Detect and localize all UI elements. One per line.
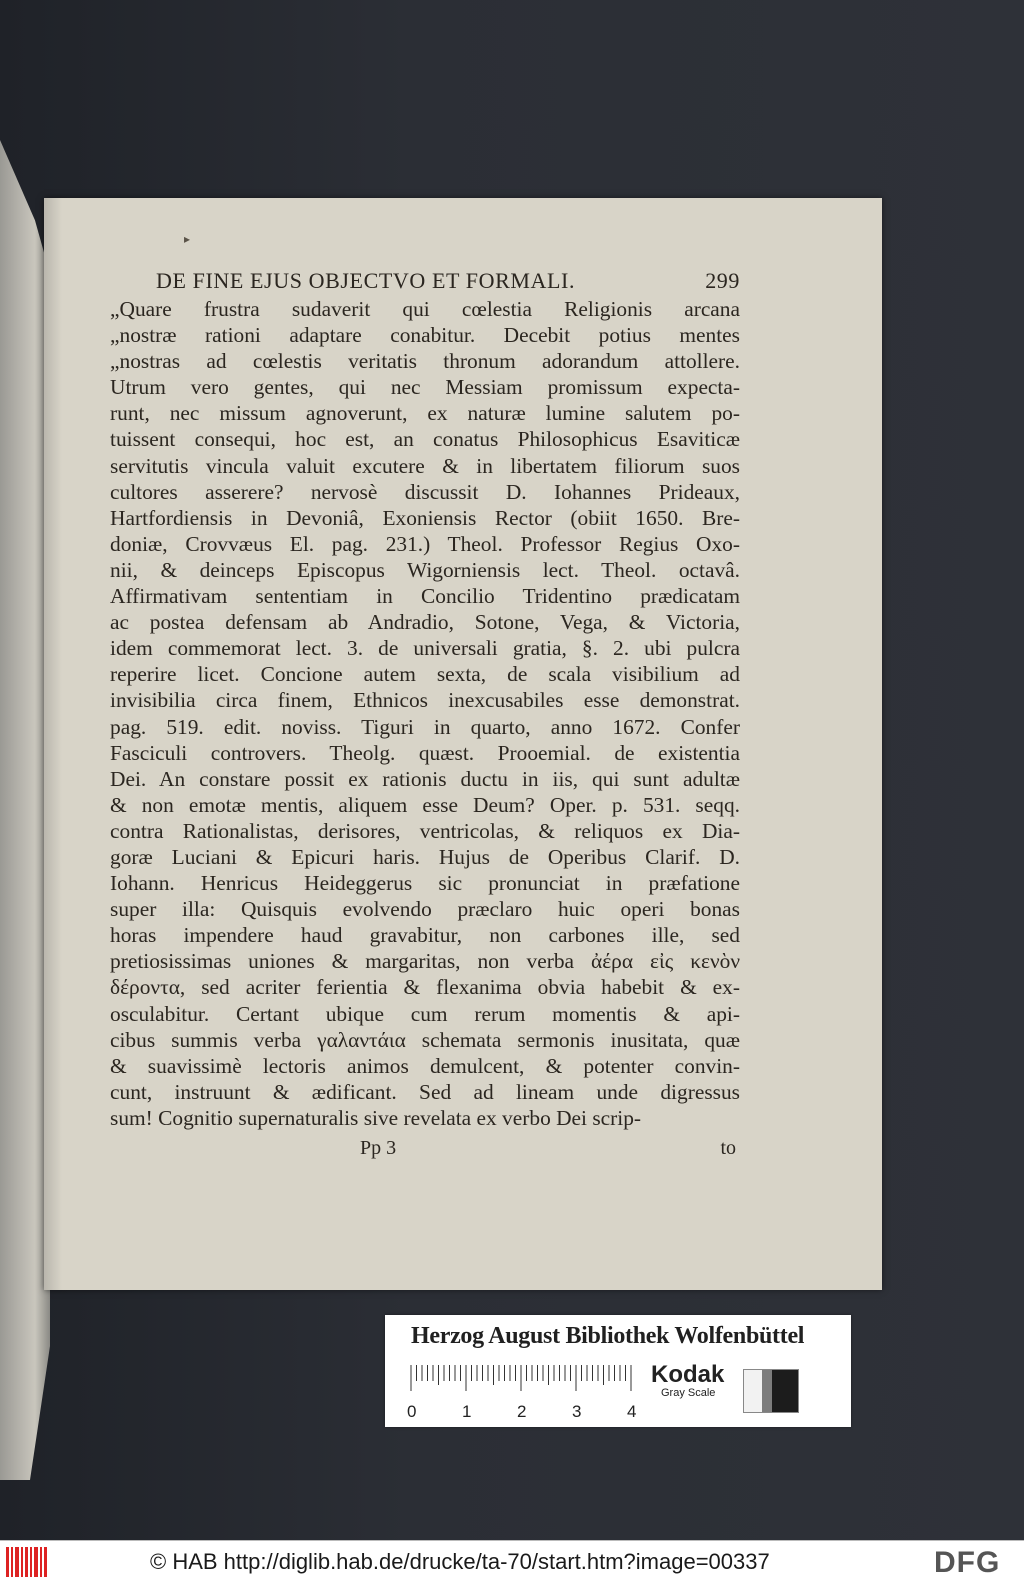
gray-scale-patch — [743, 1369, 799, 1413]
text-line: Iohann. Henricus Heideggerus sic pronunciat in præfatione — [110, 871, 740, 896]
running-head-title: DE FINE EJUS OBJECTVO ET FORMALI. — [156, 268, 576, 293]
book-page — [44, 198, 882, 1290]
text-line: tuissent consequi, hoc est, an conatus Philosophicus Esaviticæ — [110, 427, 740, 452]
ruler-number: 3 — [572, 1402, 582, 1421]
credit-url[interactable]: © HAB http://diglib.hab.de/drucke/ta-70/start.htm?image=00337 — [150, 1549, 770, 1574]
text-line: goræ Luciani & Epicuri haris. Hujus de Operibus Clarif. D. — [110, 844, 740, 869]
ruler-scale — [407, 1361, 637, 1423]
page-footer — [110, 1135, 740, 1161]
text-line: „nostræ rationi adaptare conabitur. Decebit potius mentes — [110, 323, 740, 348]
text-line: horas impendere haud gravabitur, non carbones ille, sed — [110, 923, 740, 948]
text-line: idem commemorat lect. 3. de universali gratia, §. 2. ubi pulcra — [110, 636, 740, 661]
text-line: super illa: Quisquis evolvendo præclaro huic operi bonas — [110, 897, 740, 922]
running-head — [156, 268, 740, 296]
ink-mark: ▸ — [184, 232, 191, 246]
text-line: ac postea defensam ab Andradio, Sotone, Vega, & Victoria, — [110, 610, 740, 635]
text-line: contra Rationalistas, derisores, ventricolas, & reliquos ex Dia- — [110, 818, 740, 843]
credit-bar — [0, 1540, 1024, 1583]
text-line: osculabitur. Certant ubique cum rerum momentis & api- — [110, 1001, 740, 1026]
text-line: „nostras ad cœlestis veritatis thronum adorandum attollere. — [110, 349, 740, 374]
text-line: cibus summis verba γαλαντάια schemata sermonis inusitata, quæ — [110, 1027, 740, 1052]
kodak-brand: Kodak — [651, 1361, 725, 1388]
text-line: & suavissimè lectoris animos demulcent, & potenter convin- — [110, 1053, 740, 1078]
body-text — [110, 296, 740, 1131]
text-line: Utrum vero gentes, qui nec Messiam promissum expecta- — [110, 375, 740, 400]
page-text-block — [110, 268, 740, 1161]
dfg-logo: DFG — [934, 1546, 1001, 1579]
adjacent-page-edge — [0, 140, 50, 1480]
ruler-number: 0 — [407, 1402, 417, 1421]
ruler-number: 4 — [627, 1402, 637, 1421]
text-line: Fasciculi controvers. Theolg. quæst. Prooemial. de existentia — [110, 740, 740, 765]
text-line: Dei. An constare possit ex rationis ductu in iis, qui sunt adultæ — [110, 766, 740, 791]
ruler-number: 1 — [462, 1402, 472, 1421]
library-color-card — [385, 1315, 851, 1427]
text-line: „Quare frustra sudaverit qui cœlestia Religionis arcana — [110, 297, 740, 321]
ruler-number: 2 — [517, 1402, 527, 1421]
text-line: doniæ, Crovvæus El. pag. 231.) Theol. Professor Regius Oxo- — [110, 531, 740, 556]
kodak-subtitle: Gray Scale — [661, 1387, 716, 1399]
text-line: cunt, instruunt & ædificant. Sed ad lineam unde digressus — [110, 1079, 740, 1104]
barcode-icon — [6, 1547, 50, 1577]
text-line: pag. 519. edit. noviss. Tiguri in quarto, anno 1672. Confer — [110, 714, 740, 739]
text-line: pretiosissimas uniones & margaritas, non verba ἀέρα εἰς κενὸν — [110, 949, 740, 974]
text-line: Hartfordiensis in Devoniâ, Exoniensis Rector (obiit 1650. Bre- — [110, 505, 740, 530]
text-line: Affirmativam sententiam in Concilio Tridentino prædicatam — [110, 584, 740, 609]
text-line: sum! Cognitio supernaturalis sive revelata ex verbo Dei scrip- — [110, 1105, 642, 1130]
signature-mark: Pp 3 — [360, 1137, 397, 1159]
text-line: reperire licet. Concione autem sexta, de scala visibilium ad — [110, 662, 740, 687]
library-label-title: Herzog August Bibliothek Wolfenbüttel — [411, 1323, 805, 1349]
text-line: & non emotæ mentis, aliquem esse Deum? Oper. p. 531. seqq. — [110, 792, 740, 817]
text-line: runt, nec missum agnoverunt, ex naturæ lumine salutem po- — [110, 401, 740, 426]
page-number: 299 — [705, 268, 740, 293]
text-line: δέροντα, sed acriter ferientia & flexanima obvia habebit & ex- — [110, 975, 740, 1000]
catchword: to — [720, 1137, 736, 1159]
text-line: nii, & deinceps Episcopus Wigorniensis lect. Theol. octavâ. — [110, 557, 740, 582]
text-line: invisibilia circa finem, Ethnicos inexcusabiles esse demonstrat. — [110, 688, 740, 713]
text-line: cultores asserere? nervosè discussit D. Iohannes Prideaux, — [110, 479, 740, 504]
text-line: servitutis vincula valuit excutere & in libertatem filiorum suos — [110, 453, 740, 478]
